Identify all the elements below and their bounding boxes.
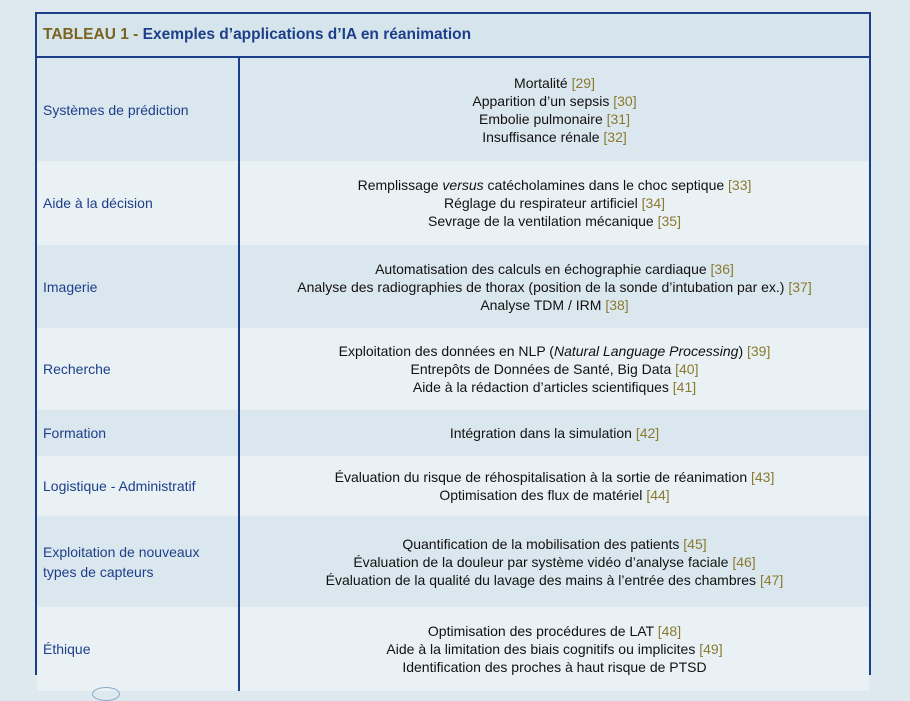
applications-table	[35, 12, 871, 675]
row-items	[240, 516, 869, 607]
table-row	[37, 245, 869, 328]
table-row	[37, 456, 869, 516]
item-text: Automatisation des calculs en échographie cardiaque	[375, 260, 707, 277]
reference-number: [33]	[728, 177, 752, 193]
application-item	[514, 74, 595, 92]
item-text: Remplissage	[357, 177, 443, 193]
table-row	[37, 328, 869, 410]
application-item	[411, 360, 699, 378]
application-item	[386, 640, 722, 658]
application-item	[297, 278, 811, 296]
row-category: Éthique	[37, 607, 240, 691]
item-text: Analyse des radiographies de thorax (position de la sonde d’intubation par ex.)	[297, 278, 785, 295]
reference-number: [37]	[788, 278, 812, 295]
application-item	[413, 378, 696, 396]
item-text: )	[738, 343, 744, 359]
table-row	[37, 58, 869, 161]
application-item	[402, 658, 706, 676]
reference-number: [40]	[675, 361, 699, 377]
reference-number: [36]	[710, 260, 734, 277]
row-category: Formation	[37, 410, 240, 456]
item-text: Apparition d’un sepsis	[472, 92, 610, 109]
row-category: Aide à la décision	[37, 161, 240, 245]
item-text: Natural Language Processing	[553, 343, 739, 359]
item-text: Sevrage de la ventilation mécanique	[428, 213, 654, 229]
row-items	[240, 456, 869, 516]
item-text: Aide à la limitation des biais cognitifs ou implicites	[386, 641, 696, 657]
application-item	[353, 553, 755, 571]
item-text: Insuffisance rénale	[482, 128, 600, 145]
row-category: Recherche	[37, 328, 240, 410]
item-text: Réglage du respirateur artificiel	[443, 195, 638, 211]
row-items	[240, 161, 869, 245]
reference-number: [47]	[759, 571, 784, 588]
reference-number: [44]	[646, 487, 670, 503]
application-item	[480, 296, 628, 314]
application-item	[358, 176, 752, 194]
table-number: TABLEAU 1 -	[43, 26, 143, 43]
reference-number: [31]	[606, 110, 630, 127]
item-text: Évaluation du risque de réhospitalisation à la sortie de réanimation	[334, 469, 748, 485]
reference-number: [34]	[641, 195, 665, 211]
table-body	[37, 58, 869, 691]
application-item	[428, 212, 681, 230]
item-text: Quantification de la mobilisation des patients	[402, 535, 680, 552]
application-item	[335, 468, 775, 486]
table-title-text: Exemples d’applications d’IA en réanimation	[142, 26, 472, 43]
reference-number: [48]	[657, 623, 682, 639]
row-items	[240, 410, 869, 456]
item-text: Identification des proches à haut risque de PTSD	[402, 659, 707, 675]
item-text: Embolie pulmonaire	[479, 110, 603, 127]
reference-number: [49]	[699, 641, 723, 657]
application-item	[472, 92, 636, 110]
reference-number: [30]	[613, 92, 637, 109]
table-row	[37, 516, 869, 607]
item-text: catécholamines dans le choc septique	[483, 177, 725, 193]
reference-number: [42]	[635, 425, 660, 441]
reference-number: [41]	[672, 379, 697, 395]
row-category: Imagerie	[37, 245, 240, 328]
application-item	[479, 110, 630, 128]
reference-number: [32]	[603, 128, 627, 145]
table-row	[37, 410, 869, 456]
application-item	[450, 424, 659, 442]
reference-number: [29]	[571, 74, 595, 91]
reference-number: [43]	[751, 469, 775, 485]
row-items	[240, 58, 869, 161]
item-text: Évaluation de la qualité du lavage des mains à l’entrée des chambres	[325, 571, 757, 588]
item-text: Optimisation des procédures de LAT	[427, 623, 654, 639]
item-text: Aide à la rédaction d’articles scientifiques	[412, 379, 669, 395]
reference-number: [35]	[657, 213, 681, 229]
row-items	[240, 245, 869, 328]
item-text: versus	[442, 177, 484, 193]
table-title	[37, 14, 869, 58]
item-text: Exploitation des données en NLP (	[338, 343, 554, 359]
reference-number: [45]	[683, 535, 707, 552]
application-item	[428, 622, 681, 640]
row-items	[240, 607, 869, 691]
row-category: Logistique - Administratif	[37, 456, 240, 516]
application-item	[444, 194, 665, 212]
application-item	[482, 128, 627, 146]
item-text: Mortalité	[514, 74, 568, 91]
row-category: Exploitation de nouveaux types de capteurs	[37, 516, 240, 607]
item-text: Analyse TDM / IRM	[480, 296, 602, 313]
item-text: Entrepôts de Données de Santé, Big Data	[410, 361, 672, 377]
application-item	[439, 486, 669, 504]
application-item	[339, 342, 771, 360]
application-item	[375, 260, 734, 278]
table-row	[37, 161, 869, 245]
row-category: Systèmes de prédiction	[37, 58, 240, 161]
row-items	[240, 328, 869, 410]
logo-fragment	[92, 687, 120, 701]
reference-number: [39]	[747, 343, 771, 359]
application-item	[402, 535, 706, 553]
application-item	[326, 571, 784, 589]
item-text: Optimisation des flux de matériel	[439, 487, 643, 503]
reference-number: [46]	[732, 553, 756, 570]
item-text: Intégration dans la simulation	[449, 425, 632, 441]
table-row	[37, 607, 869, 691]
item-text: Évaluation de la douleur par système vidéo d’analyse faciale	[353, 553, 729, 570]
reference-number: [38]	[605, 296, 629, 313]
